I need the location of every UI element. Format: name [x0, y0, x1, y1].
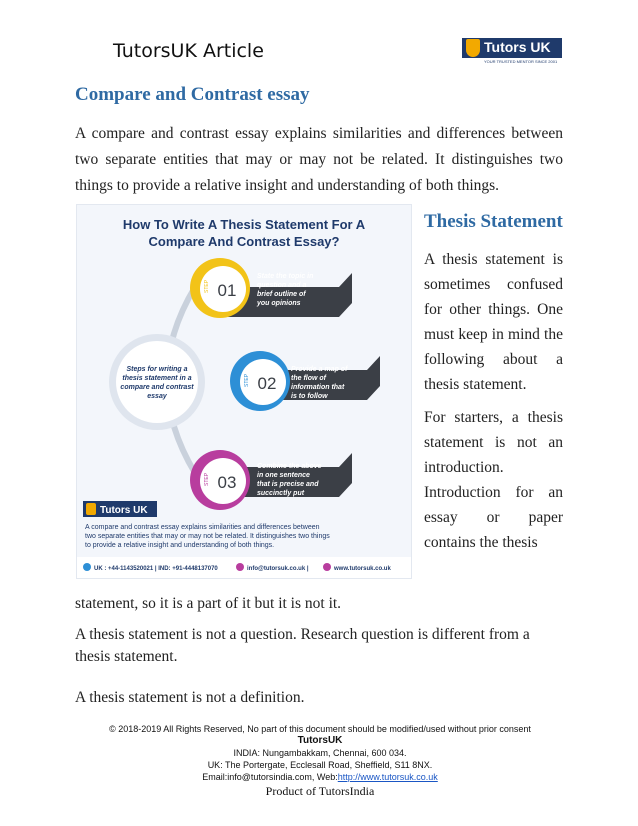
thesis-statement-heading: Thesis Statement [424, 211, 563, 232]
center-circle-inner [116, 341, 198, 423]
step-02-text-1: Provide a map of [291, 366, 348, 373]
step-02-text-3: information that [291, 384, 345, 391]
step-01-text-1: State the topic in [257, 273, 314, 280]
tutorsuk-logo [462, 38, 562, 66]
step-02-text-2: the flow of [291, 375, 326, 382]
step-03-text-4: succinctly put [257, 490, 305, 497]
footer-contact [70, 771, 570, 783]
contact-web: www.tutorsuk.co.uk [334, 566, 391, 572]
step-03-text-2: in one sentence [257, 472, 310, 479]
infographic-title-line2: Compare And Contrast Essay? [148, 234, 340, 249]
footer-product: Product of TutorsIndia [265, 784, 375, 798]
step-01-text-2: question and a [257, 282, 307, 289]
step-01 [190, 258, 352, 318]
step-02-number: 02 [257, 374, 277, 393]
step-03 [190, 450, 352, 510]
document-header-title: TutorsUK Article [113, 40, 264, 62]
center-text-2: thesis statement in a [122, 375, 192, 382]
shield-icon [466, 39, 480, 57]
web-icon [323, 563, 331, 571]
article-heading: Compare and Contrast essay [75, 84, 310, 105]
email-icon [236, 563, 244, 571]
continued-text [75, 593, 565, 709]
infographic-logo-text: Tutors UK [100, 505, 148, 516]
logo-tagline: YOUR TRUSTED MENTOR SINCE 2001 [484, 59, 558, 64]
center-text-1: Steps for writing a [126, 366, 188, 373]
step-01-text-4: you opinions [257, 300, 301, 307]
phone-icon [83, 563, 91, 571]
thesis-infographic [76, 204, 412, 579]
footer-copyright: © 2018-2019 All Rights Reserved, No part of this document should be modified/used without prior consent [109, 724, 531, 734]
step-03-text-1: Combine the above [257, 463, 322, 470]
center-text-4: essay [147, 393, 167, 400]
footer-email: Email:info@tutorsindia.com, Web: [202, 772, 338, 782]
footer-brand: TutorsUK [297, 735, 343, 746]
infographic-title-line1: How To Write A Thesis Statement For A [122, 217, 366, 232]
infographic-graphic [77, 205, 411, 578]
contact-phone: UK : +44-1143520021 | IND: +91-4448137070 [94, 566, 218, 572]
step-03-word: STEP [204, 472, 210, 486]
infographic-desc-1: A compare and contrast essay explains similarities and differences between [85, 524, 320, 531]
infographic-shield-icon [86, 503, 96, 515]
thesis-paragraph-1: A thesis statement is sometimes confused for other things. One must keep in mind the following about a thesis statement. [424, 251, 563, 393]
step-03-number: 03 [217, 473, 237, 492]
step-01-word: STEP [204, 279, 210, 293]
thesis-side-column [424, 209, 563, 563]
footer-uk-address: UK: The Portergate, Ecclesall Road, Sheffield, S11 8NX. [207, 760, 433, 770]
infographic-desc-3: to provide a relative insight and understanding of both things. [85, 542, 275, 549]
footer-web-link[interactable]: http://www.tutorsuk.co.uk [337, 772, 438, 782]
thesis-paragraph-3: A thesis statement is not a question. Research question is different from a thesis statement. [75, 626, 530, 665]
center-text-3: compare and contrast [120, 384, 194, 391]
thesis-paragraph-4: A thesis statement is not a definition. [75, 689, 305, 706]
intro-paragraph: A compare and contrast essay explains similarities and differences between two separate entities that may or may not be related. It distinguishes two things to provide a relative insight and understanding of both things. [75, 125, 563, 194]
thesis-paragraph-2-continued: statement, so it is a part of it but it is not it. [75, 595, 342, 612]
step-01-text-3: brief outline of [257, 291, 306, 298]
step-02 [230, 351, 380, 411]
infographic-desc-2: two separate entities that may or may not be related. It distinguishes two things [85, 533, 330, 540]
center-circle [109, 334, 205, 430]
footer-india-address: INDIA: Nungambakkam, Chennai, 600 034. [233, 748, 407, 758]
step-01-number: 01 [217, 281, 237, 300]
step-02-word: STEP [244, 373, 250, 387]
logo-name: Tutors UK [484, 39, 551, 55]
document-footer [70, 723, 570, 799]
step-02-text-4: is to follow [291, 393, 328, 400]
contact-email: info@tutorsuk.co.uk | [247, 566, 309, 572]
thesis-paragraph-2: For starters, a thesis statement is not an introduction. Introduction for an essay or paper contains the thesis [424, 409, 563, 551]
step-03-text-3: that is precise and [257, 481, 319, 488]
